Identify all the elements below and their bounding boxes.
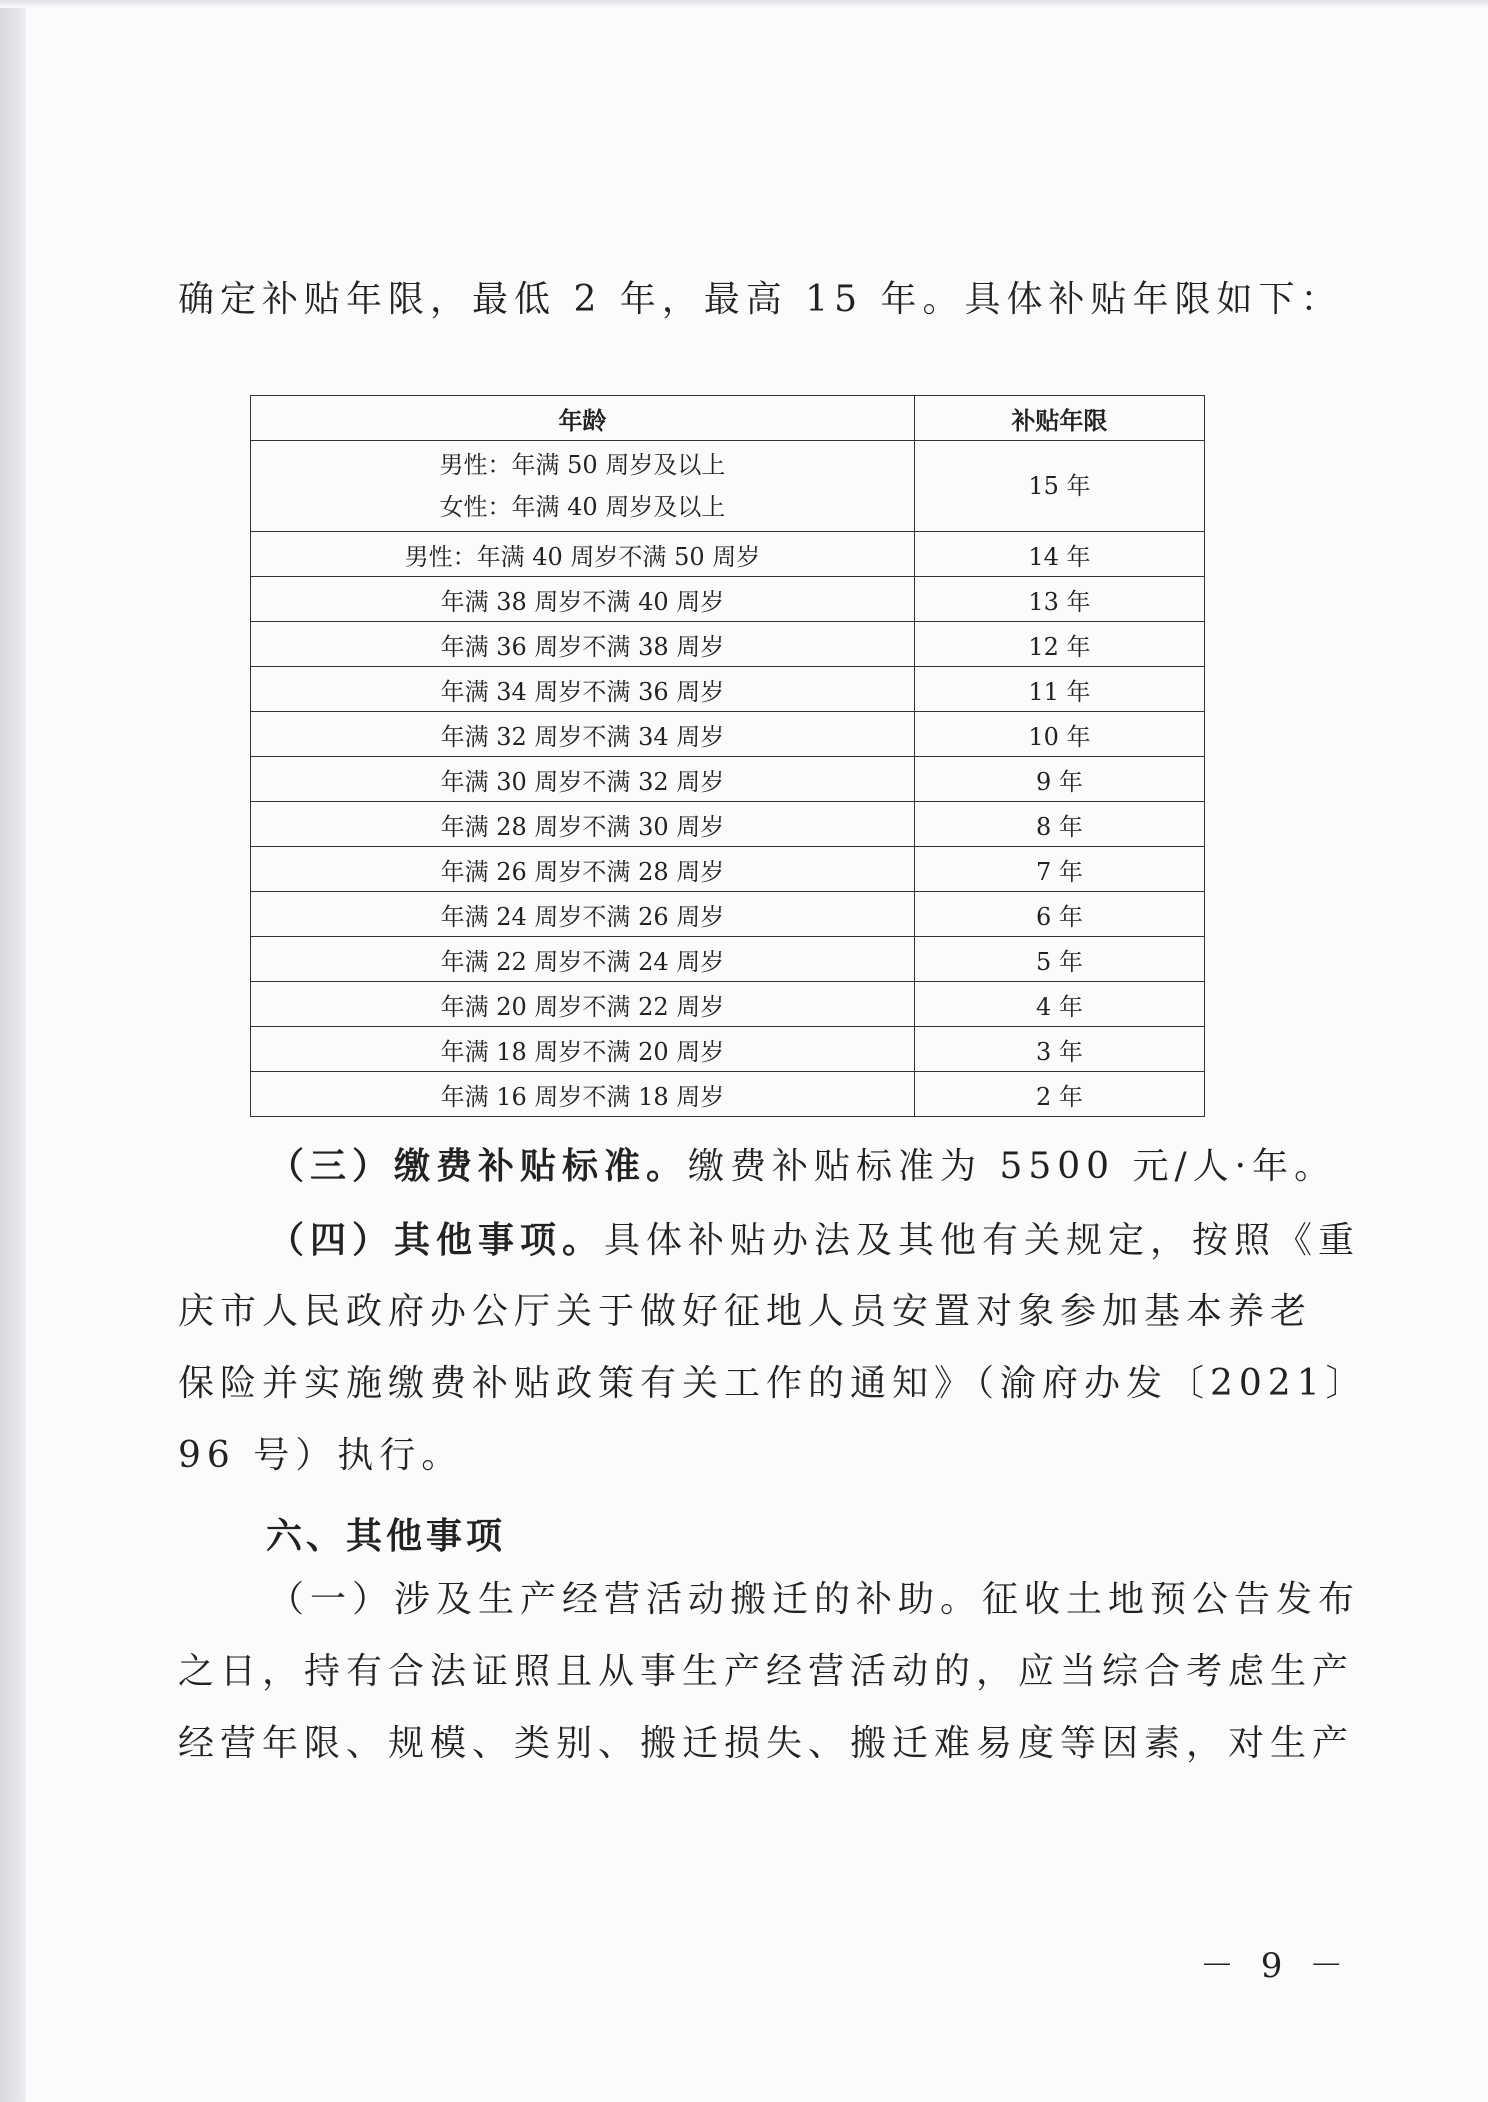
age-line-male: 男性：年满 50 周岁及以上 [439, 451, 726, 479]
years-cell: 3 年 [914, 1027, 1204, 1072]
table-row [251, 757, 1205, 802]
age-cell: 年满 26 周岁不满 28 周岁 [251, 847, 915, 892]
section-3-lead: （三）缴费补贴标准。 [268, 1145, 689, 1187]
table-row [251, 622, 1205, 667]
age-cell: 年满 36 周岁不满 38 周岁 [251, 622, 915, 667]
years-cell: 12 年 [914, 622, 1204, 667]
years-cell: 10 年 [914, 712, 1204, 757]
age-cell: 年满 38 周岁不满 40 周岁 [251, 577, 915, 622]
years-cell: 2 年 [914, 1072, 1204, 1117]
years-cell: 15 年 [914, 441, 1204, 532]
header-years: 补贴年限 [914, 396, 1204, 441]
table-row [251, 802, 1205, 847]
age-cell: 年满 28 周岁不满 30 周岁 [251, 802, 915, 847]
section-4-line-2: 庆市人民政府办公厅关于做好征地人员安置对象参加基本养老 [178, 1291, 1313, 1332]
section-4-lead: （四）其他事项。 [268, 1219, 605, 1261]
years-cell: 11 年 [914, 667, 1204, 712]
age-cell: 年满 24 周岁不满 26 周岁 [251, 892, 915, 937]
table-row [251, 937, 1205, 982]
years-cell: 14 年 [914, 532, 1204, 577]
scan-edge [0, 0, 26, 2102]
table-row [251, 1072, 1205, 1117]
table-header-row [251, 396, 1205, 441]
section-4-line-1-text: 具体补贴办法及其他有关规定，按照《重 [604, 1220, 1361, 1261]
age-cell: 年满 32 周岁不满 34 周岁 [251, 712, 915, 757]
age-cell: 男性：年满 40 周岁不满 50 周岁 [251, 532, 915, 577]
section-4-line-1 [268, 1219, 1378, 1261]
scan-top-edge [0, 0, 1488, 8]
section-4-line-4: 96 号）执行。 [178, 1435, 464, 1476]
intro-line: 确定补贴年限，最低 2 年，最高 15 年。具体补贴年限如下： [178, 279, 1343, 320]
age-cell: 年满 16 周岁不满 18 周岁 [251, 1072, 915, 1117]
table-row [251, 982, 1205, 1027]
table-row [251, 577, 1205, 622]
age-cell: 年满 22 周岁不满 24 周岁 [251, 937, 915, 982]
years-cell: 6 年 [914, 892, 1204, 937]
section-6-1-line-1: （一）涉及生产经营活动搬迁的补助。征收土地预公告发布 [268, 1579, 1361, 1620]
page-number: － 9 － [1200, 1946, 1352, 1986]
section-4-line-3: 保险并实施缴费补贴政策有关工作的通知》（渝府办发〔2021〕 [178, 1363, 1368, 1404]
age-cell: 年满 30 周岁不满 32 周岁 [251, 757, 915, 802]
section-6-heading: 六、其他事项 [266, 1516, 507, 1557]
years-cell: 5 年 [914, 937, 1204, 982]
age-cell: 年满 18 周岁不满 20 周岁 [251, 1027, 915, 1072]
section-3-paragraph [268, 1145, 1378, 1187]
age-cell: 年满 20 周岁不满 22 周岁 [251, 982, 915, 1027]
table-row [251, 667, 1205, 712]
years-cell: 13 年 [914, 577, 1204, 622]
subsidy-years-table [250, 395, 1205, 1117]
age-cell [251, 441, 915, 532]
table-row [251, 1027, 1205, 1072]
header-age: 年龄 [251, 396, 915, 441]
section-6-1-line-2: 之日，持有合法证照且从事生产经营活动的，应当综合考虑生产 [178, 1651, 1355, 1692]
age-cell: 年满 34 周岁不满 36 周岁 [251, 667, 915, 712]
table-row [251, 712, 1205, 757]
table-row [251, 892, 1205, 937]
years-cell: 4 年 [914, 982, 1204, 1027]
table-row [251, 847, 1205, 892]
years-cell: 9 年 [914, 757, 1204, 802]
age-line-female: 女性：年满 40 周岁及以上 [439, 493, 726, 521]
years-cell: 8 年 [914, 802, 1204, 847]
years-cell: 7 年 [914, 847, 1204, 892]
table-row [251, 441, 1205, 532]
section-6-1-line-3: 经营年限、规模、类别、搬迁损失、搬迁难易度等因素，对生产 [178, 1723, 1355, 1764]
table-row [251, 532, 1205, 577]
section-3-text: 缴费补贴标准为 5500 元/人·年。 [688, 1146, 1337, 1187]
